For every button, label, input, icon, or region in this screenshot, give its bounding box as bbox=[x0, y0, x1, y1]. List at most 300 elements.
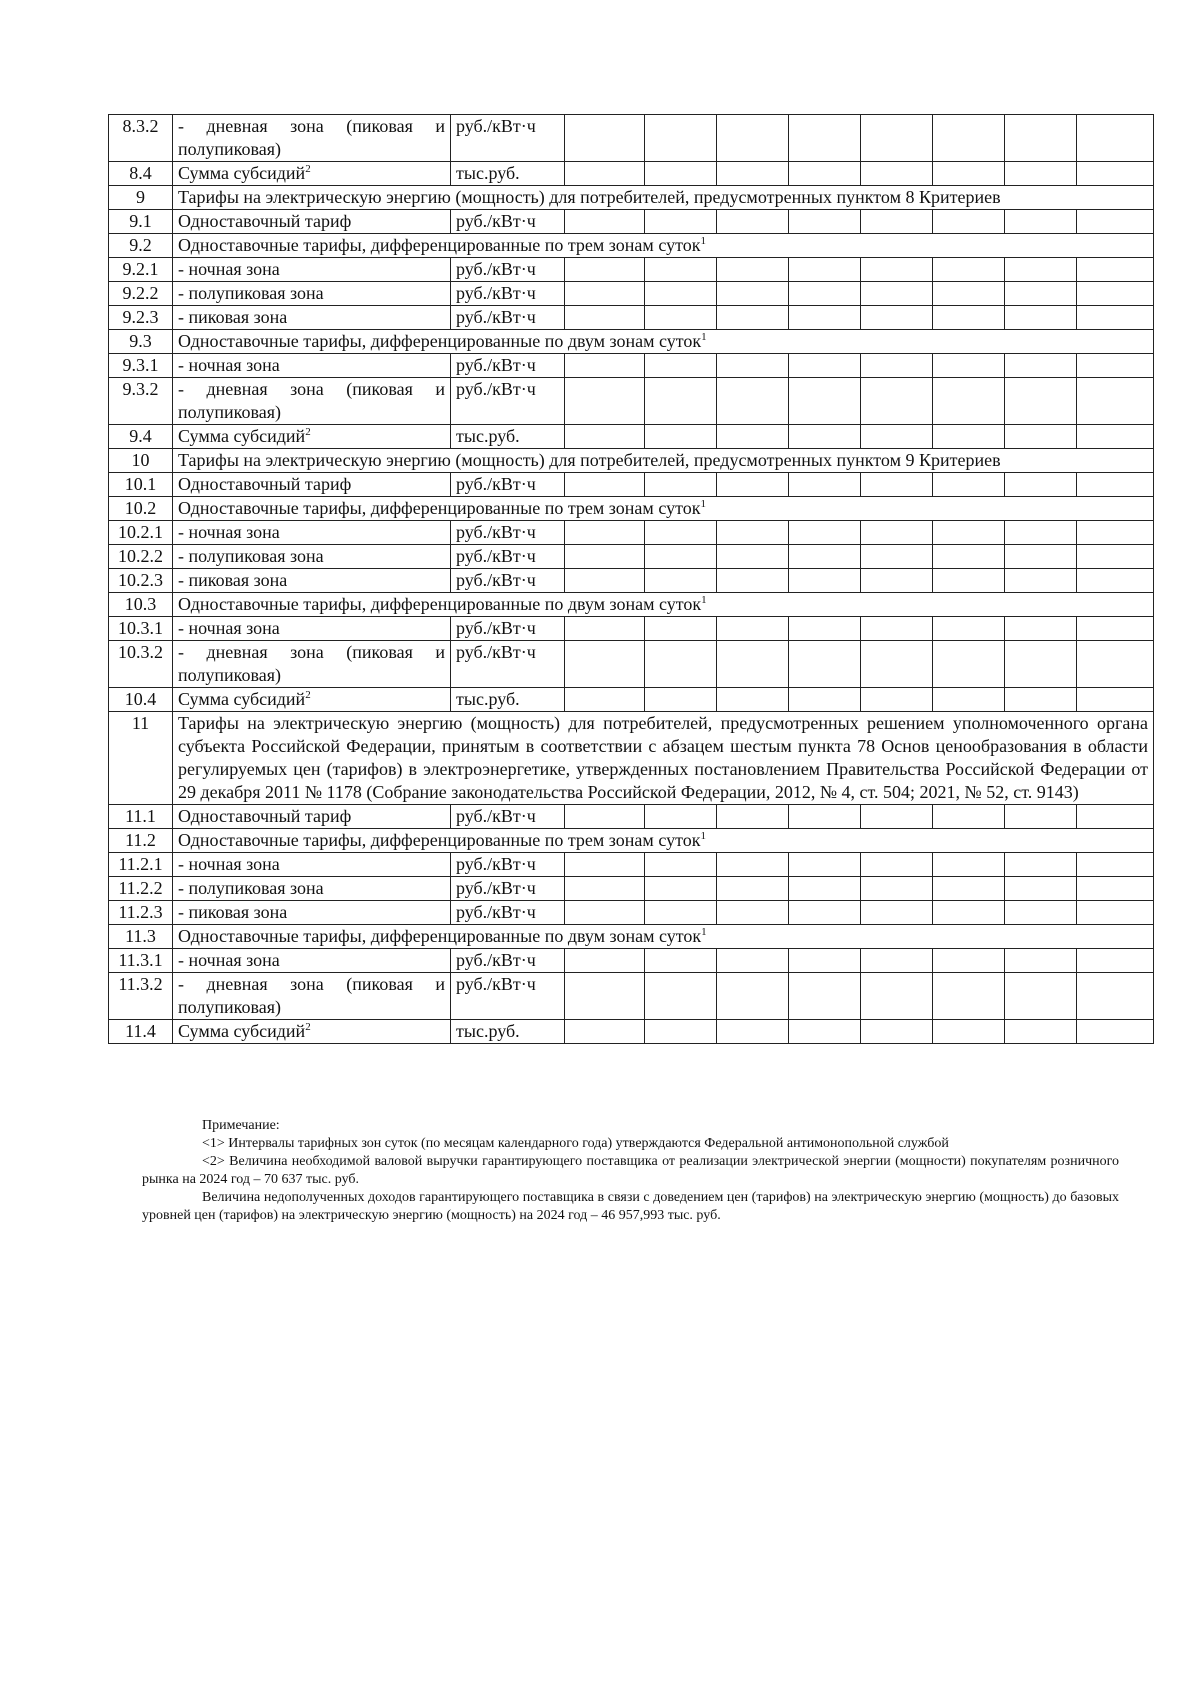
value-cell bbox=[1005, 473, 1077, 497]
value-cell bbox=[717, 1020, 789, 1044]
value-cell bbox=[1077, 901, 1154, 925]
row-description-text: - полупиковая зона bbox=[178, 283, 324, 303]
value-cell bbox=[789, 641, 861, 688]
value-cell bbox=[565, 617, 645, 641]
row-description bbox=[173, 115, 451, 162]
value-cell bbox=[789, 282, 861, 306]
section-heading-text: Одноставочные тарифы, дифференцированные по трем зонам суток bbox=[178, 235, 701, 255]
row-description-text: - полупиковая зона bbox=[178, 546, 324, 566]
row-description-text: Сумма субсидий bbox=[178, 689, 306, 709]
value-cell bbox=[717, 425, 789, 449]
row-number: 11.3.2 bbox=[109, 973, 173, 1020]
value-cell bbox=[789, 545, 861, 569]
value-cell bbox=[717, 569, 789, 593]
value-cell bbox=[789, 115, 861, 162]
value-cell bbox=[789, 425, 861, 449]
section-heading-cell bbox=[173, 234, 1154, 258]
value-cell bbox=[645, 877, 717, 901]
table-row bbox=[109, 186, 1154, 210]
value-cell bbox=[861, 853, 933, 877]
row-unit: руб./кВт·ч bbox=[451, 901, 565, 925]
row-unit: руб./кВт·ч bbox=[451, 258, 565, 282]
value-cell bbox=[565, 805, 645, 829]
value-cell bbox=[645, 258, 717, 282]
row-description-text: - дневная зона (пиковая и полупиковая) bbox=[178, 642, 445, 685]
table-row bbox=[109, 258, 1154, 282]
table-row bbox=[109, 545, 1154, 569]
value-cell bbox=[1077, 258, 1154, 282]
row-unit: тыс.руб. bbox=[451, 1020, 565, 1044]
row-unit: тыс.руб. bbox=[451, 162, 565, 186]
section-heading-cell bbox=[173, 186, 1154, 210]
value-cell bbox=[1077, 378, 1154, 425]
row-number: 9.3.2 bbox=[109, 378, 173, 425]
row-number: 9.1 bbox=[109, 210, 173, 234]
value-cell bbox=[1005, 901, 1077, 925]
tariff-table bbox=[108, 114, 1154, 1044]
footnote-mark: 2 bbox=[305, 1021, 311, 1033]
table-row bbox=[109, 162, 1154, 186]
value-cell bbox=[717, 853, 789, 877]
section-heading-text: Тарифы на электрическую энергию (мощность) для потребителей, предусмотренных решением уполномоченного органа субъекта Российской Федерации, принятым в соответствии с абзацем шестым пункта 78 Основ ценообразования в области регулируемых цен (тарифов) в электроэнергетике, утвержденных постановлением Правительства Российской Федерации от 29 декабря 2011 № 1178 (Собрание законодательства Российской Федерации, 2012, № 4, ст. 504; 2021, № 52, ст. 9143) bbox=[178, 713, 1148, 802]
value-cell bbox=[717, 901, 789, 925]
value-cell bbox=[933, 378, 1005, 425]
value-cell bbox=[861, 354, 933, 378]
table-row bbox=[109, 925, 1154, 949]
value-cell bbox=[717, 545, 789, 569]
value-cell bbox=[565, 162, 645, 186]
row-description bbox=[173, 306, 451, 330]
row-number: 10.2.1 bbox=[109, 521, 173, 545]
footnote-mark: 1 bbox=[701, 331, 707, 343]
row-description-text: - дневная зона (пиковая и полупиковая) bbox=[178, 379, 445, 422]
row-unit: руб./кВт·ч bbox=[451, 853, 565, 877]
value-cell bbox=[565, 1020, 645, 1044]
value-cell bbox=[565, 521, 645, 545]
value-cell bbox=[933, 853, 1005, 877]
value-cell bbox=[565, 306, 645, 330]
value-cell bbox=[789, 258, 861, 282]
row-description-text: - пиковая зона bbox=[178, 902, 288, 922]
value-cell bbox=[933, 688, 1005, 712]
value-cell bbox=[1077, 853, 1154, 877]
value-cell bbox=[1077, 473, 1154, 497]
value-cell bbox=[645, 569, 717, 593]
row-unit: руб./кВт·ч bbox=[451, 949, 565, 973]
value-cell bbox=[645, 949, 717, 973]
value-cell bbox=[1077, 115, 1154, 162]
value-cell bbox=[645, 162, 717, 186]
value-cell bbox=[1077, 973, 1154, 1020]
row-number: 11.2 bbox=[109, 829, 173, 853]
table-row bbox=[109, 712, 1154, 805]
value-cell bbox=[1077, 521, 1154, 545]
table-row bbox=[109, 949, 1154, 973]
row-number: 11.2.3 bbox=[109, 901, 173, 925]
value-cell bbox=[1077, 1020, 1154, 1044]
table-row bbox=[109, 330, 1154, 354]
row-number: 9.2 bbox=[109, 234, 173, 258]
row-number: 10.3.2 bbox=[109, 641, 173, 688]
value-cell bbox=[1077, 805, 1154, 829]
value-cell bbox=[717, 521, 789, 545]
row-description bbox=[173, 210, 451, 234]
table-row bbox=[109, 306, 1154, 330]
row-unit: руб./кВт·ч bbox=[451, 973, 565, 1020]
row-description-text: - ночная зона bbox=[178, 259, 280, 279]
value-cell bbox=[1005, 354, 1077, 378]
table-row bbox=[109, 497, 1154, 521]
section-heading-text: Одноставочные тарифы, дифференцированные по двум зонам суток bbox=[178, 926, 702, 946]
row-number: 10.3 bbox=[109, 593, 173, 617]
value-cell bbox=[933, 258, 1005, 282]
value-cell bbox=[861, 282, 933, 306]
value-cell bbox=[861, 545, 933, 569]
row-number: 9.4 bbox=[109, 425, 173, 449]
value-cell bbox=[789, 1020, 861, 1044]
row-description bbox=[173, 569, 451, 593]
value-cell bbox=[789, 973, 861, 1020]
value-cell bbox=[1077, 282, 1154, 306]
row-description-text: Сумма субсидий bbox=[178, 1021, 306, 1041]
row-description bbox=[173, 282, 451, 306]
value-cell bbox=[1005, 641, 1077, 688]
row-description bbox=[173, 853, 451, 877]
value-cell bbox=[1077, 545, 1154, 569]
row-description bbox=[173, 877, 451, 901]
value-cell bbox=[717, 258, 789, 282]
value-cell bbox=[565, 545, 645, 569]
value-cell bbox=[933, 354, 1005, 378]
table-row bbox=[109, 805, 1154, 829]
value-cell bbox=[645, 805, 717, 829]
row-number: 10.2.3 bbox=[109, 569, 173, 593]
value-cell bbox=[789, 521, 861, 545]
value-cell bbox=[933, 521, 1005, 545]
row-number: 9.2.3 bbox=[109, 306, 173, 330]
note-3: Величина недополученных доходов гарантирующего поставщика в связи с доведением цен (тарифов) на электрическую энергию (мощность) до базовых уровней цен (тарифов) на электрическую энергию (мощность) на 2024 год – 46 957,993 тыс. руб. bbox=[142, 1190, 1119, 1223]
row-description-text: - ночная зона bbox=[178, 950, 280, 970]
table-row bbox=[109, 973, 1154, 1020]
value-cell bbox=[861, 973, 933, 1020]
note-1: <1> Интервалы тарифных зон суток (по месяцам календарного года) утверждаются Федеральной антимонопольной службой bbox=[202, 1136, 949, 1151]
row-unit: руб./кВт·ч bbox=[451, 521, 565, 545]
row-description-text: - ночная зона bbox=[178, 522, 280, 542]
table-row bbox=[109, 115, 1154, 162]
section-heading-text: Одноставочные тарифы, дифференцированные по трем зонам суток bbox=[178, 830, 701, 850]
value-cell bbox=[717, 688, 789, 712]
value-cell bbox=[933, 805, 1005, 829]
value-cell bbox=[565, 641, 645, 688]
row-description-text: Одноставочный тариф bbox=[178, 211, 352, 231]
table-row bbox=[109, 282, 1154, 306]
value-cell bbox=[565, 688, 645, 712]
value-cell bbox=[861, 258, 933, 282]
value-cell bbox=[789, 853, 861, 877]
table-row bbox=[109, 521, 1154, 545]
value-cell bbox=[565, 949, 645, 973]
row-description bbox=[173, 949, 451, 973]
row-description-text: Одноставочный тариф bbox=[178, 474, 352, 494]
section-heading-cell bbox=[173, 497, 1154, 521]
value-cell bbox=[645, 1020, 717, 1044]
value-cell bbox=[717, 805, 789, 829]
footnote-mark: 1 bbox=[701, 926, 707, 938]
value-cell bbox=[565, 473, 645, 497]
row-unit: руб./кВт·ч bbox=[451, 306, 565, 330]
row-number: 11 bbox=[109, 712, 173, 805]
value-cell bbox=[645, 115, 717, 162]
value-cell bbox=[861, 425, 933, 449]
table-row bbox=[109, 210, 1154, 234]
value-cell bbox=[861, 617, 933, 641]
value-cell bbox=[1005, 306, 1077, 330]
value-cell bbox=[1077, 641, 1154, 688]
row-description bbox=[173, 973, 451, 1020]
value-cell bbox=[565, 853, 645, 877]
row-unit: руб./кВт·ч bbox=[451, 877, 565, 901]
value-cell bbox=[861, 949, 933, 973]
section-heading-cell bbox=[173, 330, 1154, 354]
row-description-text: - пиковая зона bbox=[178, 307, 288, 327]
value-cell bbox=[645, 521, 717, 545]
row-description bbox=[173, 641, 451, 688]
value-cell bbox=[1005, 258, 1077, 282]
value-cell bbox=[717, 210, 789, 234]
value-cell bbox=[717, 306, 789, 330]
value-cell bbox=[717, 617, 789, 641]
value-cell bbox=[933, 162, 1005, 186]
value-cell bbox=[1005, 805, 1077, 829]
value-cell bbox=[645, 641, 717, 688]
row-description-text: - дневная зона (пиковая и полупиковая) bbox=[178, 974, 445, 1017]
value-cell bbox=[565, 569, 645, 593]
value-cell bbox=[1077, 425, 1154, 449]
value-cell bbox=[1005, 545, 1077, 569]
row-number: 11.2.1 bbox=[109, 853, 173, 877]
section-heading-cell bbox=[173, 712, 1154, 805]
value-cell bbox=[933, 569, 1005, 593]
row-unit: руб./кВт·ч bbox=[451, 378, 565, 425]
row-description-text: Одноставочный тариф bbox=[178, 806, 352, 826]
value-cell bbox=[1005, 162, 1077, 186]
value-cell bbox=[933, 973, 1005, 1020]
row-description-text: Сумма субсидий bbox=[178, 426, 306, 446]
value-cell bbox=[861, 115, 933, 162]
table-row bbox=[109, 425, 1154, 449]
row-number: 9.2.1 bbox=[109, 258, 173, 282]
row-description bbox=[173, 1020, 451, 1044]
value-cell bbox=[645, 378, 717, 425]
table-row bbox=[109, 593, 1154, 617]
value-cell bbox=[933, 306, 1005, 330]
value-cell bbox=[645, 282, 717, 306]
footnote-mark: 1 bbox=[700, 830, 706, 842]
value-cell bbox=[1005, 688, 1077, 712]
value-cell bbox=[1077, 949, 1154, 973]
value-cell bbox=[789, 210, 861, 234]
value-cell bbox=[1077, 617, 1154, 641]
row-description bbox=[173, 805, 451, 829]
row-number: 11.2.2 bbox=[109, 877, 173, 901]
row-number: 11.4 bbox=[109, 1020, 173, 1044]
value-cell bbox=[565, 378, 645, 425]
section-heading-cell bbox=[173, 449, 1154, 473]
value-cell bbox=[933, 115, 1005, 162]
row-description bbox=[173, 354, 451, 378]
section-heading-text: Одноставочные тарифы, дифференцированные по двум зонам суток bbox=[178, 331, 702, 351]
value-cell bbox=[933, 210, 1005, 234]
row-description bbox=[173, 258, 451, 282]
value-cell bbox=[717, 949, 789, 973]
value-cell bbox=[717, 641, 789, 688]
row-description-text: - ночная зона bbox=[178, 618, 280, 638]
value-cell bbox=[565, 973, 645, 1020]
value-cell bbox=[861, 521, 933, 545]
value-cell bbox=[717, 162, 789, 186]
row-description bbox=[173, 162, 451, 186]
value-cell bbox=[861, 378, 933, 425]
table-row bbox=[109, 449, 1154, 473]
row-unit: руб./кВт·ч bbox=[451, 617, 565, 641]
row-unit: руб./кВт·ч bbox=[451, 569, 565, 593]
value-cell bbox=[861, 1020, 933, 1044]
value-cell bbox=[1005, 853, 1077, 877]
section-heading-cell bbox=[173, 829, 1154, 853]
value-cell bbox=[789, 688, 861, 712]
value-cell bbox=[933, 617, 1005, 641]
value-cell bbox=[1077, 306, 1154, 330]
notes bbox=[142, 1117, 1119, 1225]
table-row bbox=[109, 853, 1154, 877]
value-cell bbox=[565, 354, 645, 378]
footnote-mark: 2 bbox=[305, 163, 311, 175]
value-cell bbox=[645, 688, 717, 712]
value-cell bbox=[717, 354, 789, 378]
section-heading-cell bbox=[173, 925, 1154, 949]
value-cell bbox=[565, 901, 645, 925]
value-cell bbox=[717, 473, 789, 497]
footnote-mark: 2 bbox=[305, 426, 311, 438]
row-unit: руб./кВт·ч bbox=[451, 473, 565, 497]
section-heading-cell bbox=[173, 593, 1154, 617]
row-description-text: - пиковая зона bbox=[178, 570, 288, 590]
row-description bbox=[173, 521, 451, 545]
row-description bbox=[173, 688, 451, 712]
row-number: 10 bbox=[109, 449, 173, 473]
value-cell bbox=[933, 641, 1005, 688]
table-row bbox=[109, 901, 1154, 925]
row-number: 8.3.2 bbox=[109, 115, 173, 162]
table-row bbox=[109, 877, 1154, 901]
value-cell bbox=[645, 901, 717, 925]
value-cell bbox=[1077, 354, 1154, 378]
value-cell bbox=[789, 306, 861, 330]
value-cell bbox=[789, 162, 861, 186]
table-row bbox=[109, 354, 1154, 378]
value-cell bbox=[1077, 162, 1154, 186]
value-cell bbox=[645, 617, 717, 641]
value-cell bbox=[1005, 949, 1077, 973]
value-cell bbox=[645, 306, 717, 330]
section-heading-text: Одноставочные тарифы, дифференцированные по трем зонам суток bbox=[178, 498, 701, 518]
row-description bbox=[173, 901, 451, 925]
value-cell bbox=[789, 378, 861, 425]
row-unit: руб./кВт·ч bbox=[451, 545, 565, 569]
value-cell bbox=[565, 282, 645, 306]
value-cell bbox=[933, 545, 1005, 569]
row-description-text: - ночная зона bbox=[178, 355, 280, 375]
row-unit: руб./кВт·ч bbox=[451, 641, 565, 688]
value-cell bbox=[789, 473, 861, 497]
value-cell bbox=[645, 354, 717, 378]
note-2: <2> Величина необходимой валовой выручки гарантирующего поставщика от реализации электрической энергии (мощности) покупателям розничного рынка на 2024 год – 70 637 тыс. руб. bbox=[142, 1154, 1119, 1187]
row-unit: руб./кВт·ч bbox=[451, 282, 565, 306]
value-cell bbox=[645, 545, 717, 569]
row-unit: тыс.руб. bbox=[451, 688, 565, 712]
value-cell bbox=[861, 877, 933, 901]
row-number: 11.3.1 bbox=[109, 949, 173, 973]
value-cell bbox=[789, 949, 861, 973]
table-row bbox=[109, 473, 1154, 497]
row-unit: тыс.руб. bbox=[451, 425, 565, 449]
value-cell bbox=[1005, 282, 1077, 306]
value-cell bbox=[933, 425, 1005, 449]
row-number: 9 bbox=[109, 186, 173, 210]
table-row bbox=[109, 688, 1154, 712]
value-cell bbox=[717, 115, 789, 162]
table-row bbox=[109, 378, 1154, 425]
row-number: 10.2.2 bbox=[109, 545, 173, 569]
value-cell bbox=[933, 282, 1005, 306]
value-cell bbox=[861, 805, 933, 829]
value-cell bbox=[861, 162, 933, 186]
row-number: 11.1 bbox=[109, 805, 173, 829]
value-cell bbox=[933, 473, 1005, 497]
value-cell bbox=[933, 949, 1005, 973]
table-row bbox=[109, 641, 1154, 688]
value-cell bbox=[717, 378, 789, 425]
value-cell bbox=[1005, 521, 1077, 545]
value-cell bbox=[645, 210, 717, 234]
footnote-mark: 2 bbox=[305, 689, 311, 701]
row-number: 9.3 bbox=[109, 330, 173, 354]
value-cell bbox=[1005, 378, 1077, 425]
row-number: 10.4 bbox=[109, 688, 173, 712]
value-cell bbox=[861, 688, 933, 712]
value-cell bbox=[789, 617, 861, 641]
value-cell bbox=[645, 425, 717, 449]
row-description bbox=[173, 617, 451, 641]
value-cell bbox=[861, 210, 933, 234]
row-number: 10.1 bbox=[109, 473, 173, 497]
value-cell bbox=[565, 258, 645, 282]
table-row bbox=[109, 569, 1154, 593]
row-description bbox=[173, 425, 451, 449]
notes-heading: Примечание: bbox=[202, 1118, 280, 1133]
row-description-text: Сумма субсидий bbox=[178, 163, 306, 183]
row-description bbox=[173, 378, 451, 425]
value-cell bbox=[1005, 617, 1077, 641]
footnote-mark: 1 bbox=[701, 594, 707, 606]
table-row bbox=[109, 617, 1154, 641]
value-cell bbox=[1077, 877, 1154, 901]
row-unit: руб./кВт·ч bbox=[451, 805, 565, 829]
row-description-text: - дневная зона (пиковая и полупиковая) bbox=[178, 116, 445, 159]
section-heading-text: Одноставочные тарифы, дифференцированные по двум зонам суток bbox=[178, 594, 702, 614]
value-cell bbox=[1005, 115, 1077, 162]
value-cell bbox=[861, 641, 933, 688]
